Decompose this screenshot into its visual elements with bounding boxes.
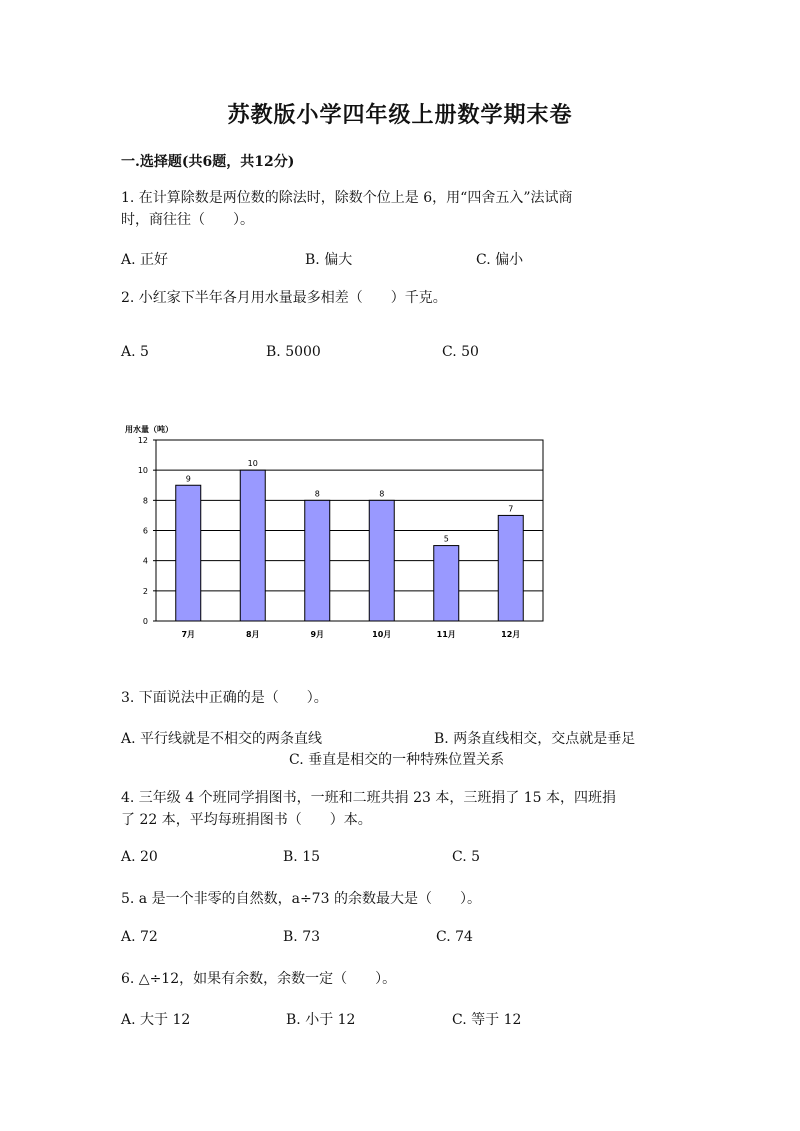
chart-y-tick-label: 4 bbox=[142, 556, 148, 566]
chart-y-tick-label: 6 bbox=[142, 526, 148, 536]
question-5-option-c[interactable]: C. 74 bbox=[436, 929, 473, 945]
question-1-stem-line-1: 1. 在计算除数是两位数的除法时，除数个位上是 6，用“四舍五入”法试商 bbox=[121, 190, 573, 206]
question-4-option-b[interactable]: B. 15 bbox=[283, 849, 321, 865]
question-1-option-a[interactable]: A. 正好 bbox=[121, 252, 169, 268]
question-6-option-c[interactable]: C. 等于 12 bbox=[452, 1012, 522, 1028]
water-usage-bar-chart bbox=[119, 418, 559, 648]
question-3-stem: 3. 下面说法中正确的是（ ）。 bbox=[121, 690, 328, 706]
chart-y-tick-label: 2 bbox=[142, 586, 148, 596]
question-2-stem: 2. 小红家下半年各月用水量最多相差（ ）千克。 bbox=[121, 290, 447, 306]
chart-bar bbox=[369, 500, 394, 621]
chart-x-tick-label: 11月 bbox=[436, 630, 456, 639]
chart-y-tick-label: 0 bbox=[142, 617, 148, 626]
chart-bar bbox=[498, 515, 523, 621]
chart-bar bbox=[434, 546, 459, 621]
question-6-option-a[interactable]: A. 大于 12 bbox=[121, 1012, 191, 1028]
question-5-option-b[interactable]: B. 73 bbox=[283, 929, 321, 945]
question-6-stem: 6. △÷12，如果有余数，余数一定（ ）。 bbox=[121, 971, 397, 987]
chart-y-tick-label: 10 bbox=[137, 466, 148, 476]
question-1-option-b[interactable]: B. 偏大 bbox=[305, 252, 353, 268]
chart-data-label: 8 bbox=[379, 489, 385, 499]
chart-x-tick-label: 12月 bbox=[501, 630, 521, 639]
section-heading: 一.选择题(共6题，共12分) bbox=[121, 154, 295, 170]
question-2-option-c[interactable]: C. 50 bbox=[442, 344, 479, 360]
question-4-stem-line-1: 4. 三年级 4 个班同学捐图书，一班和二班共捐 23 本，三班捐了 15 本，四班捐 bbox=[121, 790, 617, 806]
question-1-option-c[interactable]: C. 偏小 bbox=[476, 252, 524, 268]
chart-bar bbox=[305, 500, 330, 621]
chart-x-tick-label: 10月 bbox=[372, 630, 392, 639]
chart-data-label: 9 bbox=[185, 474, 191, 484]
question-5-stem: 5. a 是一个非零的自然数，a÷73 的余数最大是（ ）。 bbox=[121, 891, 481, 907]
question-1-stem-line-2: 时，商往往（ ）。 bbox=[121, 212, 254, 228]
chart-bar bbox=[240, 470, 265, 621]
chart-data-label: 7 bbox=[508, 504, 514, 514]
question-5-option-a[interactable]: A. 72 bbox=[121, 929, 158, 945]
question-2-option-b[interactable]: B. 5000 bbox=[266, 344, 321, 360]
question-6-option-b[interactable]: B. 小于 12 bbox=[286, 1012, 356, 1028]
question-2-option-a[interactable]: A. 5 bbox=[121, 344, 149, 360]
question-4-stem-line-2: 了 22 本，平均每班捐图书（ ）本。 bbox=[121, 812, 372, 828]
chart-y-tick-label: 8 bbox=[142, 496, 148, 506]
question-3-option-a[interactable]: A. 平行线就是不相交的两条直线 bbox=[121, 731, 323, 747]
question-4-option-c[interactable]: C. 5 bbox=[452, 849, 481, 865]
question-3-option-c[interactable]: C. 垂直是相交的一种特殊位置关系 bbox=[289, 752, 505, 768]
chart-x-tick-label: 7月 bbox=[181, 630, 196, 639]
chart-y-tick-label: 12 bbox=[137, 436, 148, 445]
chart-x-tick-label: 9月 bbox=[310, 630, 325, 639]
chart-data-label: 5 bbox=[443, 534, 449, 544]
question-4-option-a[interactable]: A. 20 bbox=[121, 849, 158, 865]
page-title: 苏教版小学四年级上册数学期末卷 bbox=[227, 102, 573, 128]
chart-bar bbox=[176, 485, 201, 621]
chart-data-label: 10 bbox=[247, 459, 258, 469]
question-3-option-b[interactable]: B. 两条直线相交，交点就是垂足 bbox=[434, 731, 636, 747]
chart-x-tick-label: 8月 bbox=[245, 630, 260, 639]
chart-ylabel: 用水量（吨） bbox=[125, 425, 173, 434]
chart-data-label: 8 bbox=[314, 489, 320, 499]
